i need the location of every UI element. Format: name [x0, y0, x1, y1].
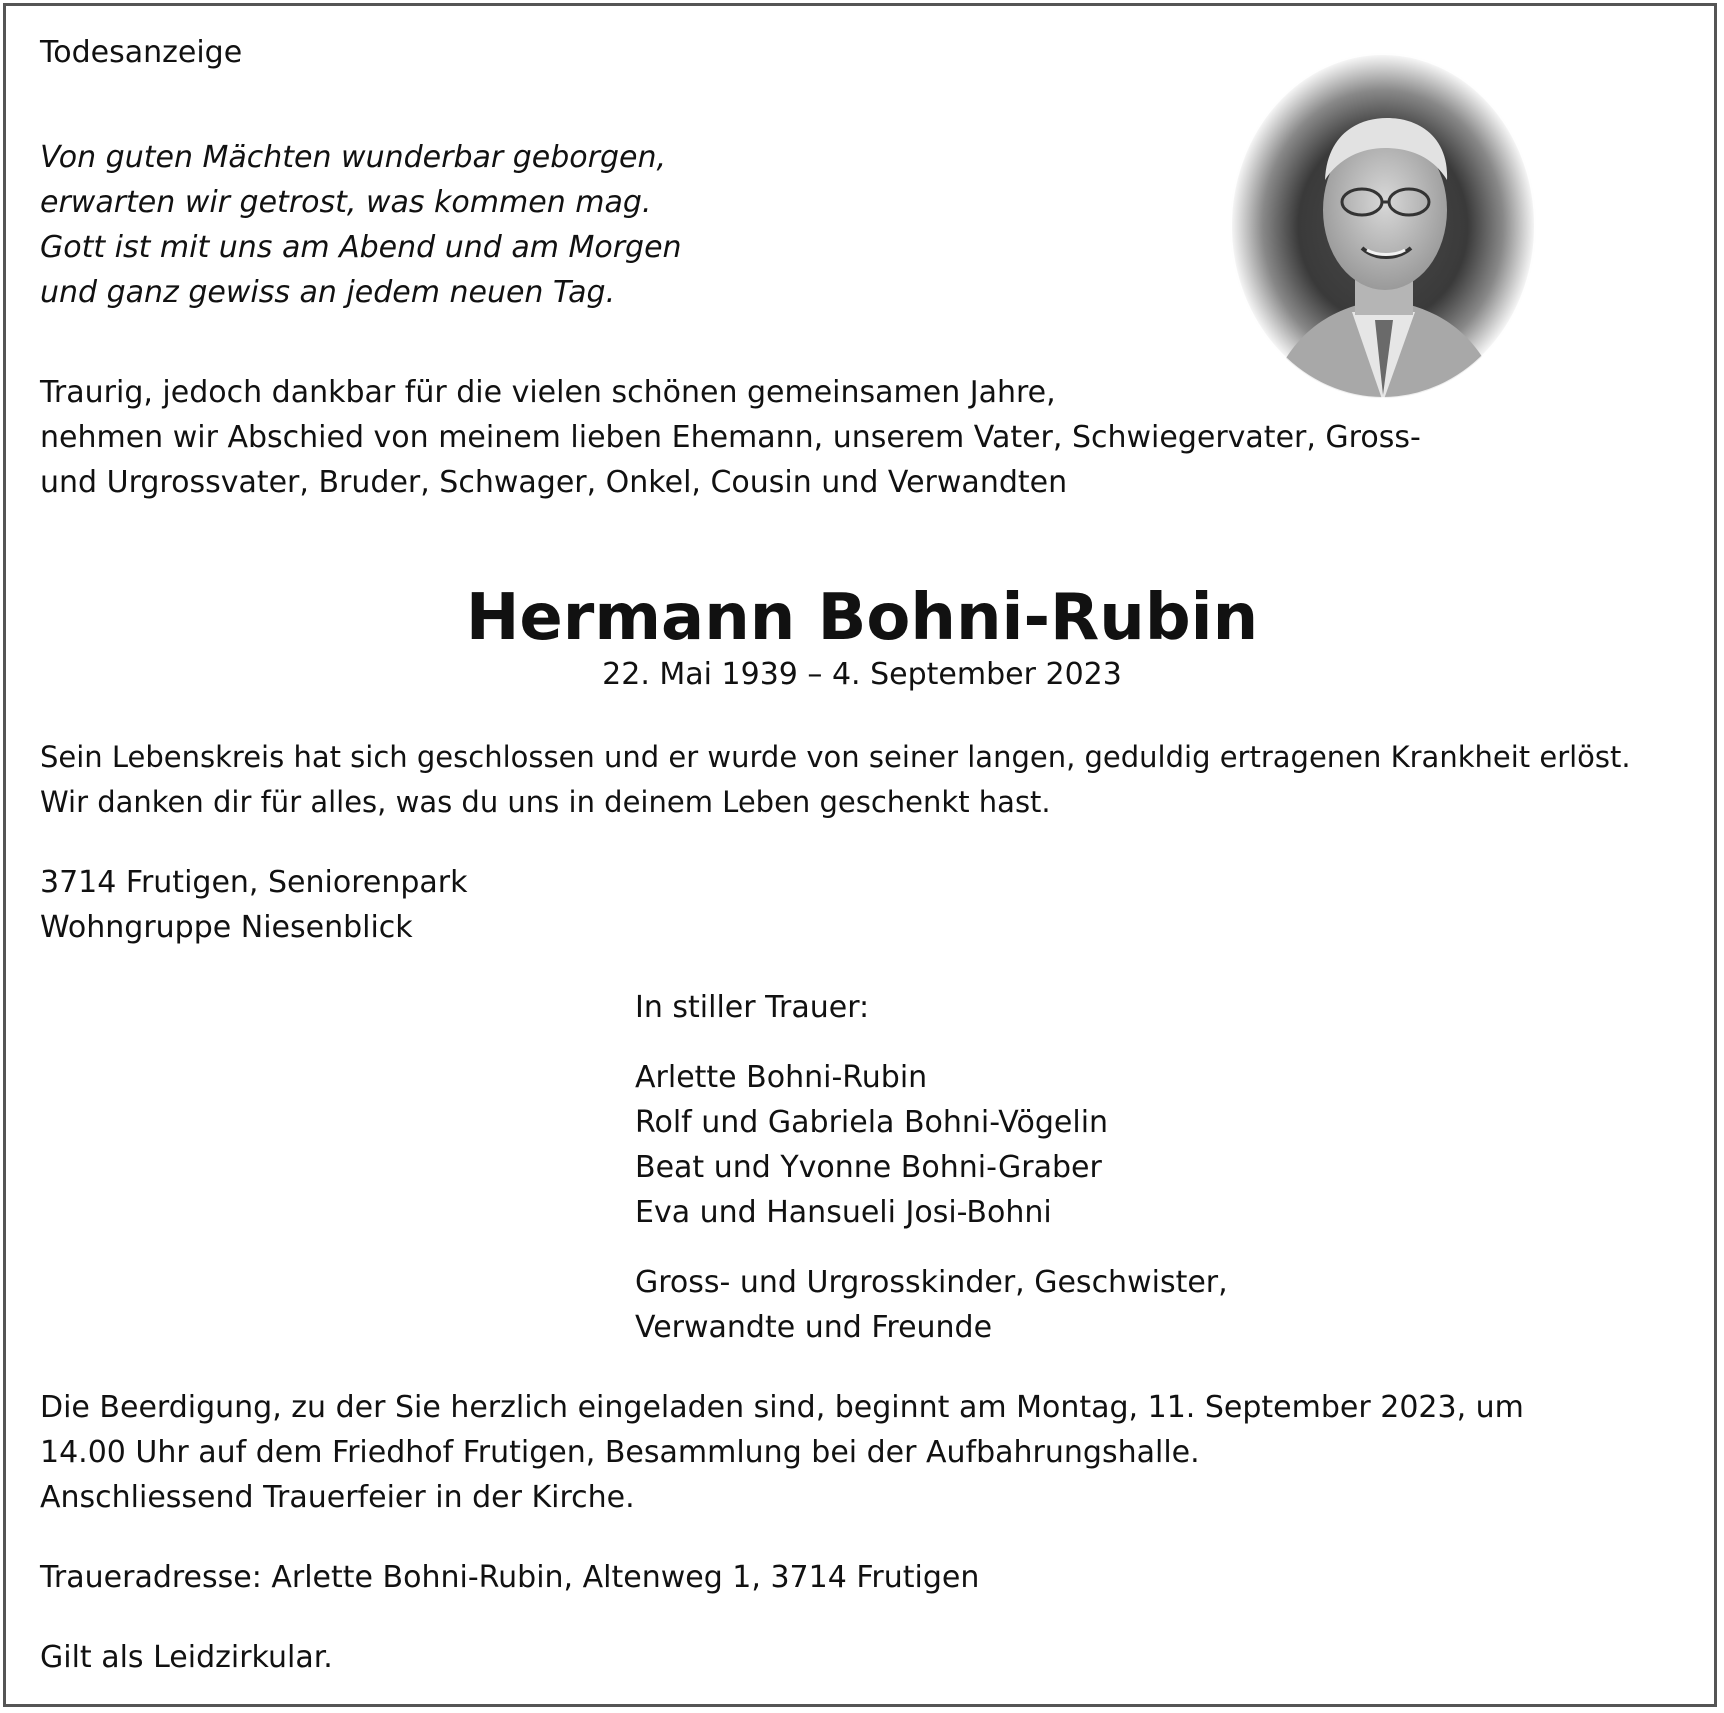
mourner-group: Verwandte und Freunde: [635, 1310, 993, 1345]
mourner-name: Rolf und Gabriela Bohni-Vögelin: [635, 1105, 1109, 1140]
funeral-details: [40, 1385, 1524, 1520]
mourner-name: Eva und Hansueli Josi-Bohni: [635, 1195, 1052, 1230]
deceased-name: Hermann Bohni-Rubin: [465, 581, 1259, 655]
mourner-group: Gross- und Urgrosskinder, Geschwister,: [635, 1265, 1228, 1300]
intro-line: Traurig, jedoch dankbar für die vielen schönen gemeinsamen Jahre,: [40, 375, 1056, 410]
intro-line: und Urgrossvater, Bruder, Schwager, Onkel, Cousin und Verwandten: [40, 465, 1068, 500]
funeral-line: Die Beerdigung, zu der Sie herzlich eingeladen sind, beginnt am Montag, 11. September 2023, um: [40, 1390, 1524, 1425]
mourners-others: [635, 1260, 1228, 1350]
intro-line: nehmen wir Abschied von meinem lieben Ehemann, unserem Vater, Schwiegervater, Gross-: [40, 420, 1421, 455]
mourner-name: Beat und Yvonne Bohni-Graber: [635, 1150, 1102, 1185]
notice-type-label: Todesanzeige: [40, 35, 243, 70]
farewell-message: [40, 735, 1631, 825]
mourning-address: Traueradresse: Arlette Bohni-Rubin, Altenweg 1, 3714 Frutigen: [40, 1560, 980, 1595]
poem: [40, 135, 682, 315]
funeral-line: Anschliessend Trauerfeier in der Kirche.: [40, 1480, 635, 1515]
intro-text: [40, 370, 1421, 505]
mourners-heading: In stiller Trauer:: [635, 990, 870, 1025]
life-dates: 22. Mai 1939 – 4. September 2023: [602, 657, 1122, 692]
residence: [40, 860, 467, 950]
residence-line: 3714 Frutigen, Seniorenpark: [40, 865, 468, 900]
residence-line: Wohngruppe Niesenblick: [40, 910, 413, 945]
poem-line: Gott ist mit uns am Abend und am Morgen: [40, 230, 682, 265]
poem-line: Von guten Mächten wunderbar geborgen,: [40, 140, 667, 175]
poem-line: erwarten wir getrost, was kommen mag.: [40, 185, 652, 220]
poem-line: und ganz gewiss an jedem neuen Tag.: [40, 275, 616, 310]
funeral-line: 14.00 Uhr auf dem Friedhof Frutigen, Besammlung bei der Aufbahrungshalle.: [40, 1435, 1200, 1470]
message-line: Sein Lebenskreis hat sich geschlossen und er wurde von seiner langen, geduldig ertragenen Krankheit erlöst.: [40, 740, 1631, 774]
portrait-photo: [1227, 50, 1539, 402]
mourners-family: [635, 1055, 1108, 1235]
message-line: Wir danken dir für alles, was du uns in deinem Leben geschenkt hast.: [40, 785, 1051, 819]
mourner-name: Arlette Bohni-Rubin: [635, 1060, 928, 1095]
circular-note: Gilt als Leidzirkular.: [40, 1640, 333, 1675]
